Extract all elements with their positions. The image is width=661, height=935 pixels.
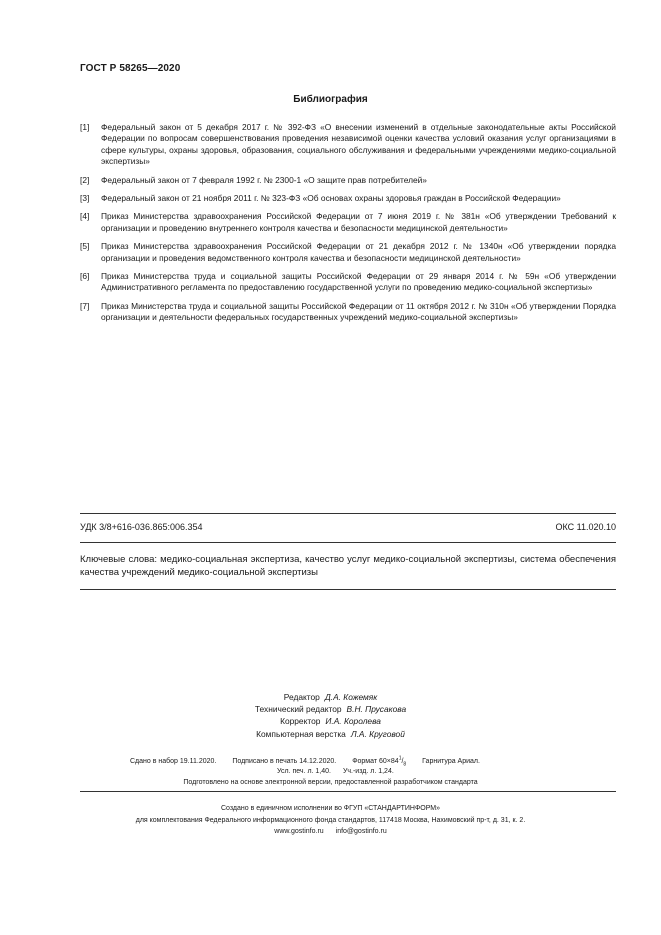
font-family-note: Гарнитура Ариал. — [422, 758, 480, 766]
footer-line-2: для комплектования Федерального информационного фонда стандартов, 117418 Москва, Нахимовский пр-т, д. 31, к. 2. — [135, 816, 526, 824]
editor-role: Компьютерная верстка — [256, 728, 346, 739]
oks-code: ОКС 11.020.10 — [555, 522, 616, 532]
bibliography-entry — [80, 211, 616, 234]
editor-line — [0, 715, 661, 727]
editor-line — [0, 691, 661, 703]
bibliography-entry — [80, 122, 616, 168]
entry-text: Федеральный закон от 21 ноября 2011 г. № 323-ФЗ «Об основах охраны здоровья граждан в Российской Федерации» — [101, 193, 561, 204]
editor-name: В.Н. Прусакова — [346, 704, 407, 715]
entry-text: Приказ Министерства труда и социальной защиты Российской Федерации от 29 января 2014 г. № 59н «Об утверждении Административного регламента по предоставлению государственной услуги по проведению медико-социальной экспертизы» — [101, 271, 616, 293]
print-sheets: Усл. печ. л. 1,40. — [277, 768, 331, 775]
format-numerator: 1 — [398, 756, 402, 762]
editor-name: Л.А. Круговой — [350, 728, 405, 739]
entry-text: Федеральный закон от 7 февраля 1992 г. № 2300-1 «О защите прав потребителей» — [101, 174, 427, 185]
editors-block — [0, 691, 661, 740]
keywords: Ключевые слова: медико-социальная экспертиза, качество услуг медико-социальной экспертизы, система обеспечения качества учреждений медико-социальной экспертизы — [80, 554, 616, 578]
entry-number: [7] — [80, 300, 90, 311]
entry-text: Федеральный закон от 5 декабря 2017 г. № 392-ФЗ «О внесении изменений в отдельные законодательные акты Российской Федерации по вопросам совершенствования проведения независимой оценки качества условий оказания услуг организациями в сфере культуры, охраны здоровья, образования, социального обслуживания и федеральными учреждениями медико-социальной экспертизы» — [101, 122, 616, 167]
entry-text: Приказ Министерства здравоохранения Российской Федерации от 21 декабря 2012 г. № 1340н «Об утверждении порядка организации и проведения ведомственного контроля качества и безопасности медицинской деятельности» — [101, 241, 616, 263]
bibliography-entry — [80, 175, 616, 186]
editor-name: И.А. Королева — [325, 716, 381, 727]
paper-format: Формат $60\times 84^1/_8$ — [352, 756, 407, 768]
entry-number: [5] — [80, 241, 90, 252]
publishing-line-2 — [277, 766, 404, 777]
bibliography-title: Библиография — [293, 94, 368, 105]
entry-number: [3] — [80, 193, 90, 204]
entry-text: Приказ Министерства труда и социальной защиты Российской Федерации от 11 октября 2012 г. № 310н «Об утверждении Порядка организации и деятельности федеральных государственных учреждений медико-социальной экспертизы» — [101, 300, 616, 323]
entry-number: [2] — [80, 174, 90, 185]
divider — [80, 589, 616, 590]
bibliography-entry — [80, 271, 616, 294]
entry-number: [6] — [80, 271, 90, 282]
divider — [80, 791, 616, 792]
editor-line — [0, 728, 661, 740]
format-prefix: Формат 60×84 — [352, 758, 399, 766]
footer-contacts — [0, 826, 661, 838]
editor-role: Редактор — [283, 692, 320, 702]
email-link[interactable]: info@gostinfo.ru — [335, 828, 387, 835]
udk-code: УДК 3/8+616-036.865:006.354 — [80, 522, 203, 532]
bibliography-entry — [80, 193, 616, 204]
bibliography-entry — [80, 241, 616, 264]
signed-date: Подписано в печать 14.12.2020. — [232, 758, 337, 766]
bibliography-entry — [80, 301, 616, 324]
editor-role: Корректор — [280, 716, 321, 727]
entry-text: Приказ Министерства здравоохранения Российской Федерации от 7 июня 2019 г. № 381н «Об утверждении Требований к организации и проведению внутреннего контроля качества и безопасности медицинской деятельности» — [101, 211, 616, 233]
entry-number: [4] — [80, 211, 90, 222]
publishing-sheets: Уч.-изд. л. 1,24. — [342, 768, 394, 775]
divider — [80, 542, 616, 543]
editor-line — [0, 703, 661, 715]
format-denominator: 8 — [403, 761, 407, 768]
editor-name: Д.А. Кожемяк — [324, 692, 378, 702]
editor-role: Технический редактор — [254, 704, 342, 715]
bibliography-list — [80, 122, 616, 331]
footer — [0, 803, 661, 838]
classification-row — [80, 522, 616, 532]
prepared-note: Подготовлено на основе электронной версии, предоставленной разработчиком стандарта — [183, 779, 478, 786]
divider — [80, 513, 616, 514]
sent-date: Сдано в набор 19.11.2020. — [130, 758, 217, 766]
website-link[interactable]: www.gostinfo.ru — [274, 828, 324, 835]
entry-number: [1] — [80, 122, 90, 132]
footer-line-1: Создано в единичном исполнении во ФГУП «СТАНДАРТИНФОРМ» — [220, 805, 441, 812]
standard-number: ГОСТ Р 58265—2020 — [80, 63, 181, 74]
